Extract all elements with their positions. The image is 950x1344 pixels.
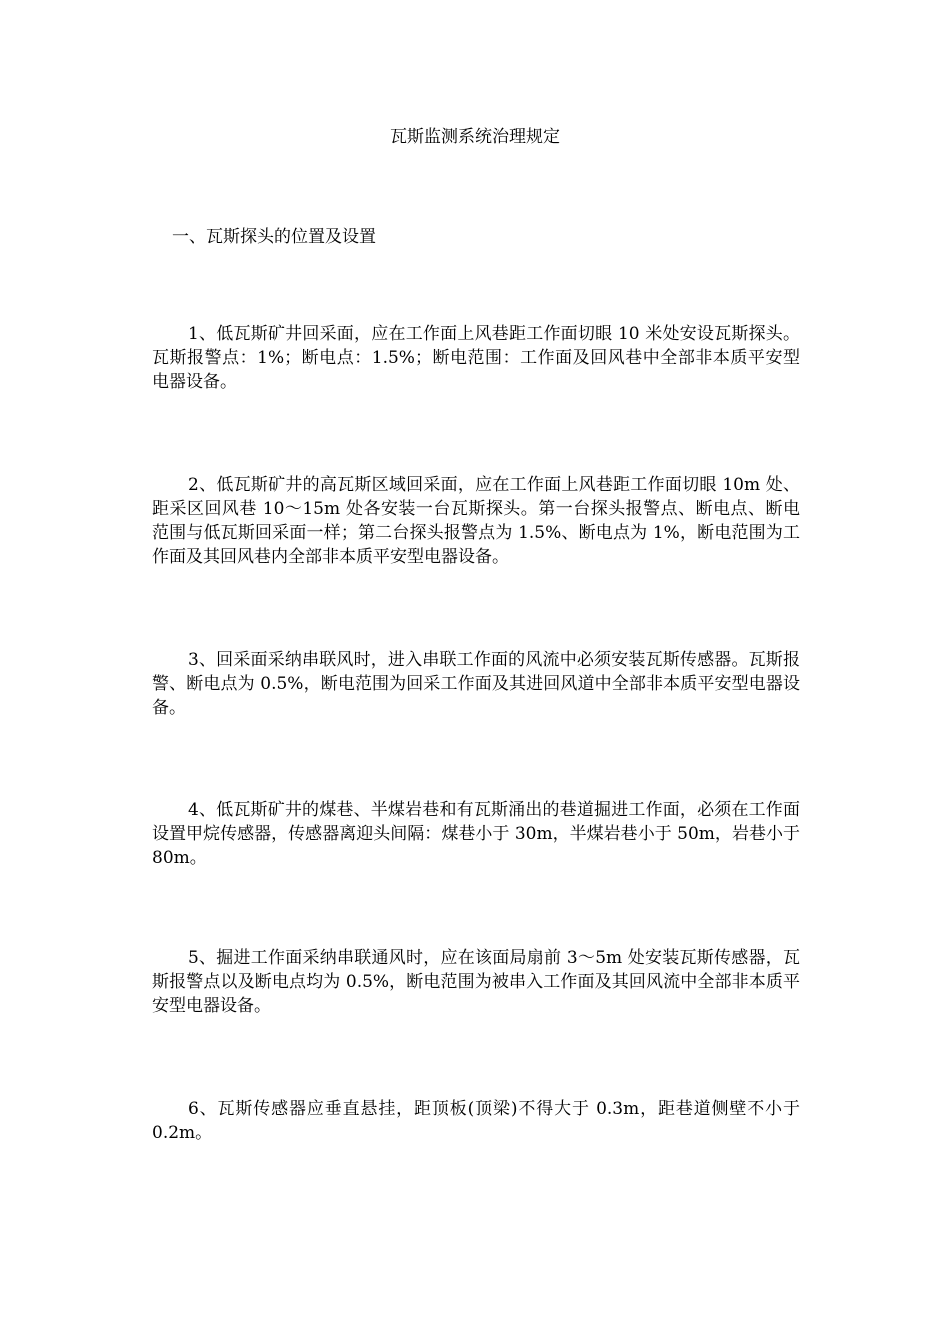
paragraph-3: 3、回采面采纳串联风时，进入串联工作面的风流中必须安装瓦斯传感器。瓦斯报警、断电点为 0.5%，断电范围为回采工作面及其进回风道中全部非本质平安型电器设备。 bbox=[152, 650, 800, 718]
paragraph-5: 5、掘进工作面采纳串联通风时，应在该面局扇前 3～5m 处安装瓦斯传感器，瓦斯报警点以及断电点均为 0.5%，断电范围为被串入工作面及其回风流中全部非本质平安型电器设备。 bbox=[152, 948, 800, 1016]
document-title: 瓦斯监测系统治理规定 bbox=[390, 127, 560, 147]
paragraph-4: 4、低瓦斯矿井的煤巷、半煤岩巷和有瓦斯涌出的巷道掘进工作面，必须在工作面设置甲烷传感器，传感器离迎头间隔：煤巷小于 30m，半煤岩巷小于 50m，岩巷小于 80m。 bbox=[152, 800, 800, 868]
paragraph-1: 1、低瓦斯矿井回采面，应在工作面上风巷距工作面切眼 10 米处安设瓦斯探头。瓦斯报警点：1%；断电点：1.5%；断电范围：工作面及回风巷中全部非本质平安型电器设备。 bbox=[152, 324, 800, 392]
section-heading: 一、瓦斯探头的位置及设置 bbox=[172, 227, 376, 247]
paragraph-2: 2、低瓦斯矿井的高瓦斯区域回采面，应在工作面上风巷距工作面切眼 10m 处、距采区回风巷 10～15m 处各安装一台瓦斯探头。第一台探头报警点、断电点、断电范围与低瓦斯回采面一样；第二台探头报警点为 1.5%、断电点为 1%，断电范围为工作面及其回风巷内全部非本质平安型电器设备。 bbox=[152, 475, 800, 567]
paragraph-6: 6、瓦斯传感器应垂直悬挂，距顶板(顶梁)不得大于 0.3m，距巷道侧壁不小于 0.2m。 bbox=[152, 1099, 800, 1143]
